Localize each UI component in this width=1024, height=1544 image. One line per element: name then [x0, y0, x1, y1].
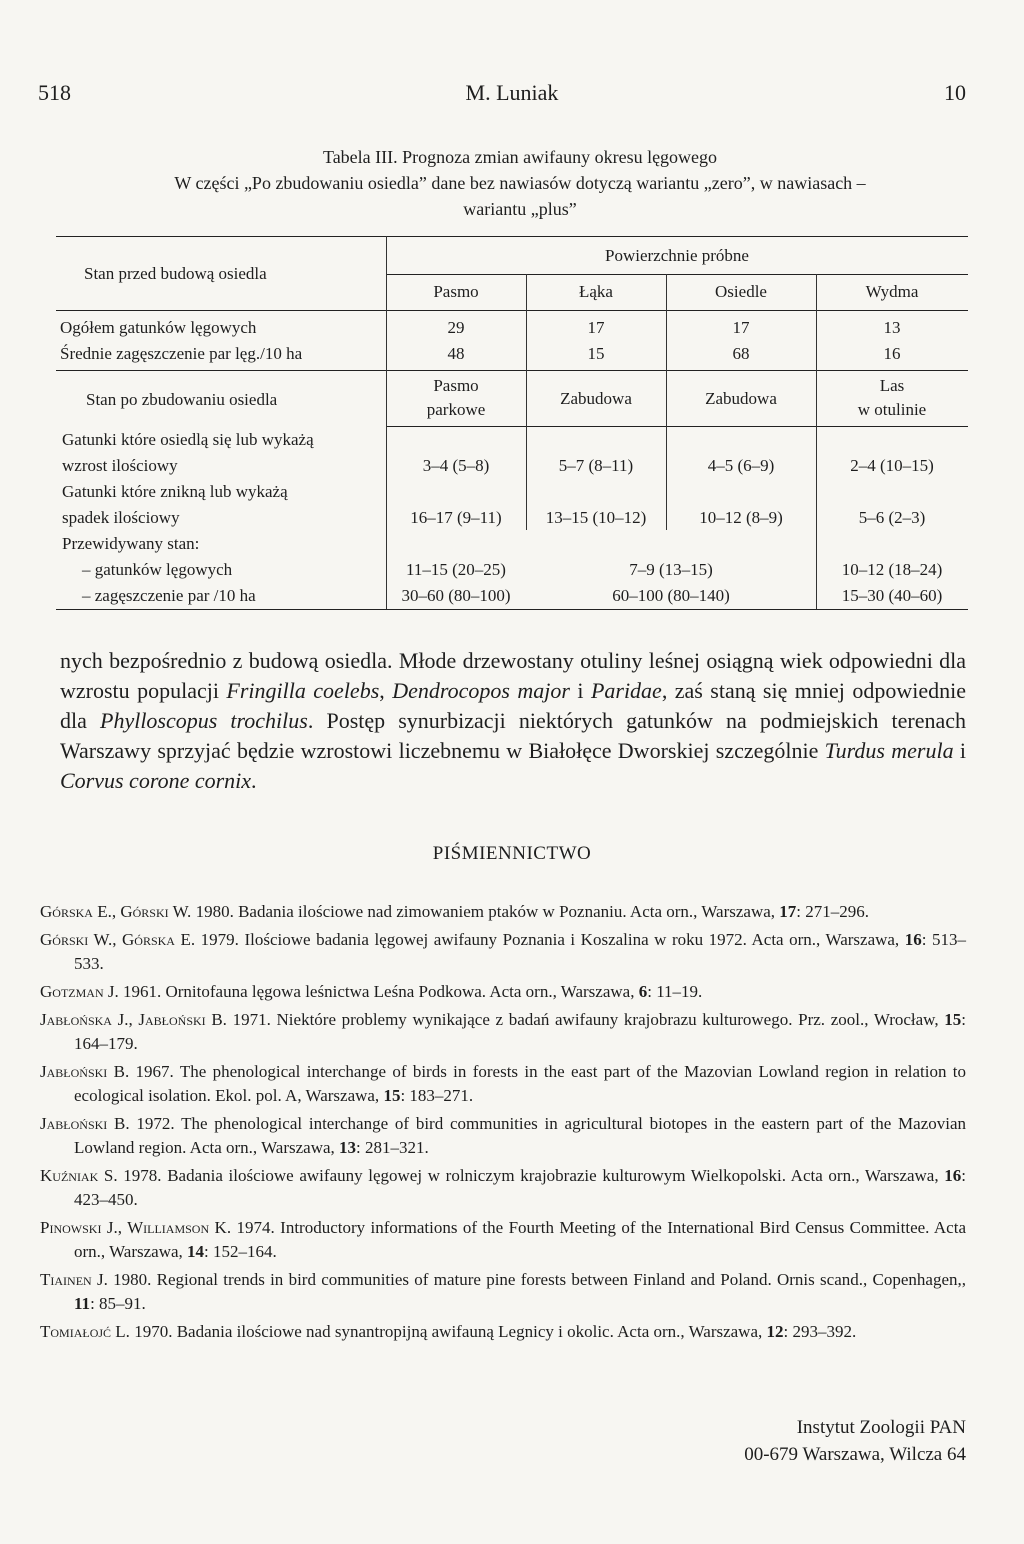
reference-volume: 16 — [944, 1166, 962, 1185]
reference-text: 1961. Ornitofauna lęgowa leśnictwa Leśna Podkowa. Acta orn., Warszawa, — [118, 982, 639, 1001]
reference-authors: Jabłoński B. — [40, 1114, 130, 1133]
reference-authors: Jabłońska J., Jabłoński B. — [40, 1010, 227, 1029]
cell-density-osiedle: 68 — [732, 344, 750, 363]
after-col-2: Zabudowa — [560, 389, 632, 408]
row-label-increase-1: Gatunki które osiedlą się lub wykażą — [62, 430, 314, 449]
prose-text-7: . — [251, 768, 257, 793]
species-name: Phylloscopus trochilus — [100, 708, 308, 733]
after-col-3: Zabudowa — [705, 389, 777, 408]
group-header: Powierzchnie próbne — [605, 246, 749, 265]
cell-increase-zabudowa-1: 5–7 (8–11) — [558, 456, 634, 475]
cell-density-pasmo: 48 — [447, 344, 465, 363]
species-name: Dendrocopos major — [392, 678, 570, 703]
prose-text-1: nych bezpośrednio z budową osiedla. Młode drzewostany otuliny leśnej osiągną wiek odpowiedni dla wzrostu populacji — [60, 648, 966, 703]
reference-item — [40, 1112, 966, 1160]
caption-line-3: wariantu „plus” — [463, 199, 577, 219]
table-rule-mid — [56, 370, 968, 371]
reference-item — [40, 1008, 966, 1056]
reference-volume: 15 — [944, 1010, 962, 1029]
col-header-pasmo: Pasmo — [433, 282, 479, 301]
table-rule-after-header — [386, 426, 968, 427]
prose-text-2: , — [379, 678, 393, 703]
reference-pages: : 152–164. — [204, 1242, 277, 1261]
cell-decrease-pasmo: 16–17 (9–11) — [410, 508, 502, 527]
author-address — [744, 1414, 966, 1468]
reference-volume: 14 — [187, 1242, 205, 1261]
reference-pages: : 513–533. — [74, 930, 966, 973]
reference-volume: 17 — [779, 902, 797, 921]
row-label-forecast: Przewidywany stan: — [62, 534, 200, 553]
reference-text: 1974. Introductory informations of the Fourth Meeting of the International Bird Census Committee. Acta orn., Warszawa, — [74, 1218, 966, 1261]
cell-increase-las: 2–4 (10–15) — [850, 456, 934, 475]
reference-pages: : 85–91. — [90, 1294, 146, 1313]
reference-item — [40, 980, 966, 1004]
table-rule-group — [386, 274, 968, 275]
col-header-osiedle: Osiedle — [715, 282, 767, 301]
reference-authors: Tomiałojć L. — [40, 1322, 130, 1341]
address-institution: Instytut Zoologii PAN — [796, 1417, 966, 1438]
page-number-right: 10 — [944, 80, 966, 105]
reference-volume: 13 — [339, 1138, 357, 1157]
address-street: 00-679 Warszawa, Wilcza 64 — [744, 1444, 966, 1465]
reference-pages: : 164–179. — [74, 1010, 966, 1053]
cell-decrease-zabudowa-2: 10–12 (8–9) — [699, 508, 783, 527]
reference-text: 1980. Badania ilościowe nad zimowaniem ptaków w Poznaniu. Acta orn., Warszawa, — [191, 902, 780, 921]
after-col-1-line2: parkowe — [426, 400, 486, 419]
after-col-1-line1: Pasmo — [433, 376, 479, 395]
species-name: Paridae — [590, 678, 662, 703]
caption-line-2: W części „Po zbudowaniu osiedla” dane bez nawiasów dotyczą wariantu „zero”, w nawiasach – — [174, 173, 866, 193]
table-rule-header — [56, 310, 968, 311]
cell-density-laka: 15 — [587, 344, 605, 363]
prose-text-4: , zaś staną się mniej odpowiednie dla — [60, 678, 966, 733]
prose-text-6: i — [953, 738, 966, 763]
cell-total-wydma: 13 — [883, 318, 901, 337]
row-label-decrease-1: Gatunki które znikną lub wykażą — [62, 482, 288, 501]
reference-pages: : 11–19. — [647, 982, 703, 1001]
reference-item — [40, 1320, 966, 1344]
reference-authors: Tiainen J. — [40, 1270, 108, 1289]
reference-pages: : 183–271. — [400, 1086, 474, 1105]
after-col-4-line1: Las — [879, 376, 905, 395]
reference-item — [40, 1164, 966, 1212]
reference-text: 1978. Badania ilościowe awifauny lęgowej w rolniczym krajobrazie kulturowym Wielkopolski. Acta orn., Warszawa, — [117, 1166, 945, 1185]
row-label-forecast-density: – zagęszczenie par /10 ha — [82, 586, 256, 605]
cell-density-wydma: 16 — [883, 344, 901, 363]
cell-increase-zabudowa-2: 4–5 (6–9) — [707, 456, 775, 475]
reference-authors: Kuźniak S. — [40, 1166, 118, 1185]
col-header-laka: Łąka — [579, 282, 613, 301]
table-rule-top — [56, 236, 968, 237]
row-label-increase-2: wzrost ilościowy — [62, 456, 178, 475]
after-col-4-line2: w otulinie — [857, 400, 927, 419]
cell-species-zabudowa: 7–9 (13–15) — [629, 560, 713, 579]
cell-species-las: 10–12 (18–24) — [841, 560, 943, 579]
prose-text-5: . Postęp synurbizacji niektórych gatunków na podmiejskich terenach Warszawy sprzyjać będzie wzrostowi liczebnemu w Białołęce Dworskiej szczególnie — [60, 708, 966, 763]
reference-text: 1970. Badania ilościowe nad synantropijną awifauną Legnicy i okolic. Acta orn., Warszawa, — [129, 1322, 767, 1341]
reference-item — [40, 1060, 966, 1108]
reference-text: 1972. The phenological interchange of bird communities in agricultural biotopes in the eastern part of the Mazovian Lowland region. Acta orn., Warszawa, — [74, 1114, 967, 1157]
cell-density2-las: 15–30 (40–60) — [841, 586, 943, 605]
reference-item — [40, 1216, 966, 1264]
cell-decrease-las: 5–6 (2–3) — [858, 508, 926, 527]
caption-line-1: Tabela III. Prognoza zmian awifauny okresu lęgowego — [322, 147, 718, 167]
species-name: Turdus merula — [824, 738, 954, 763]
reference-authors: Jabłoński B. — [40, 1062, 130, 1081]
cell-total-laka: 17 — [587, 318, 605, 337]
reference-volume: 11 — [74, 1294, 91, 1313]
reference-pages: : 281–321. — [356, 1138, 429, 1157]
cell-decrease-zabudowa-1: 13–15 (10–12) — [545, 508, 647, 527]
data-table — [56, 236, 968, 616]
before-section-label: Stan przed budową osiedla — [84, 264, 267, 283]
references-heading: PIŚMIENNICTWO — [432, 843, 592, 864]
row-label-forecast-species: – gatunków lęgowych — [82, 560, 233, 579]
reference-text: 1979. Ilościowe badania lęgowej awifauny Poznania i Koszalina w roku 1972. Acta orn., Warszawa, — [195, 930, 905, 949]
reference-volume: 12 — [766, 1322, 784, 1341]
reference-pages: : 423–450. — [74, 1166, 966, 1209]
prose-text-3: i — [569, 678, 591, 703]
reference-authors: Górska E., Górski W. — [40, 902, 192, 921]
reference-text: 1980. Regional trends in bird communities of mature pine forests between Finland and Poland. Ornis scand., Copenhagen,, — [107, 1270, 966, 1289]
paragraph — [60, 646, 966, 796]
col-header-wydma: Wydma — [865, 282, 919, 301]
page-number-left: 518 — [38, 80, 71, 105]
reference-pages: : 293–392. — [783, 1322, 857, 1341]
cell-species-pasmo: 11–15 (20–25) — [406, 560, 506, 579]
reference-text: 1971. Niektóre problemy wynikające z badań awifauny krajobrazu kulturowego. Prz. zool., Wrocław, — [226, 1010, 945, 1029]
table-caption — [60, 144, 980, 222]
reference-volume: 6 — [638, 982, 648, 1001]
species-name: Corvus corone cornix — [60, 768, 252, 793]
reference-authors: Górski W., Górska E. — [40, 930, 196, 949]
reference-text: 1967. The phenological interchange of birds in forests in the east part of the Mazovian Lowland region in relation to ecological isolation. Ekol. pol. A, Warszawa, — [74, 1062, 966, 1105]
cell-density2-pasmo: 30–60 (80–100) — [401, 586, 511, 605]
body-paragraph — [60, 646, 966, 796]
reference-item — [40, 928, 966, 976]
reference-volume: 15 — [383, 1086, 401, 1105]
cell-density2-zabudowa: 60–100 (80–140) — [612, 586, 730, 605]
species-name: Fringilla coelebs — [226, 678, 380, 703]
reference-item — [40, 1268, 966, 1316]
row-label-decrease-2: spadek ilościowy — [62, 508, 180, 527]
table-rule-bottom — [56, 609, 968, 610]
cell-total-osiedle: 17 — [732, 318, 750, 337]
after-section-label: Stan po zbudowaniu osiedla — [86, 390, 278, 409]
cell-total-pasmo: 29 — [447, 318, 465, 337]
cell-increase-pasmo: 3–4 (5–8) — [422, 456, 490, 475]
row-label-density: Średnie zagęszczenie par lęg./10 ha — [60, 344, 303, 363]
running-header-author: M. Luniak — [465, 80, 559, 105]
reference-volume: 16 — [904, 930, 922, 949]
row-label-total-species: Ogółem gatunków lęgowych — [60, 318, 257, 337]
reference-pages: : 271–296. — [796, 902, 870, 921]
reference-authors: Pinowski J., Williamson K. — [40, 1218, 232, 1237]
reference-item — [40, 900, 966, 924]
reference-authors: Gotzman J. — [40, 982, 119, 1001]
references-list — [40, 900, 966, 1348]
